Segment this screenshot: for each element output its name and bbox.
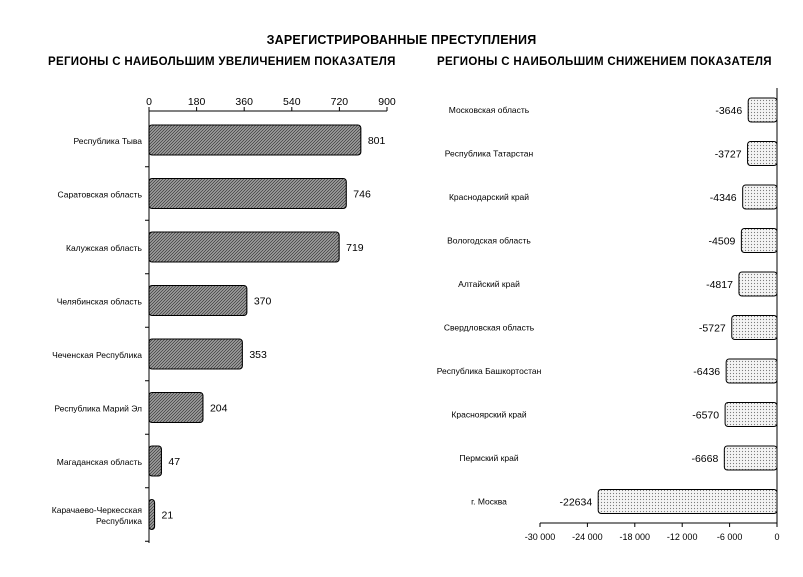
left-bar [149,339,242,369]
right-chart-subtitle: РЕГИОНЫ С НАИБОЛЬШИМ СНИЖЕНИЕМ ПОКАЗАТЕЛЯ [437,56,772,68]
left-x-tick-label: 0 [146,96,152,108]
left-bar [149,232,339,262]
right-category-label: Республика Татарстан [444,148,534,159]
left-x-tick-label: 360 [235,96,253,108]
left-value-label: 370 [253,295,272,308]
left-bar [149,179,346,209]
right-x-tick-label: -18 000 [619,532,651,542]
right-category-label: Краснодарский край [448,192,530,202]
right-value-label: -3646 [715,105,743,117]
left-category-label: Калужская область [66,243,142,253]
left-category-label: Саратовская область [57,189,142,200]
left-chart-subtitle: РЕГИОНЫ С НАИБОЛЬШИМ УВЕЛИЧЕНИЕМ ПОКАЗАТЕЛЯ [48,56,396,68]
right-category-label: Московская область [448,105,530,115]
right-value-label: -3727 [714,148,742,161]
left-value-label: 746 [353,188,371,201]
right-bar [725,403,777,427]
right-category-label: Пермский край [459,453,519,463]
right-category-label: Свердловская область [443,322,535,333]
left-bar [149,500,155,530]
left-value-label: 801 [367,135,386,147]
left-value-label: 47 [168,456,181,468]
right-value-label: -4346 [709,192,737,204]
right-category-label: Алтайский край [458,279,520,289]
chart-title: ЗАРЕГИСТРИРОВАННЫЕ ПРЕСТУПЛЕНИЯ [266,33,537,47]
right-bar [726,359,777,383]
right-value-label: -6668 [691,453,719,465]
right-value-label: -4817 [706,279,733,291]
right-x-tick-label: 0 [774,532,780,542]
right-bar [739,272,777,296]
right-bar [748,98,777,122]
left-x-tick-label: 720 [330,96,349,108]
right-bar [732,316,777,340]
right-value-label: -6570 [692,409,720,422]
left-value-label: 204 [209,402,228,415]
left-x-tick-label: 180 [187,96,206,108]
right-value-label: -6436 [693,366,721,378]
left-bar [149,446,161,476]
right-bar [748,142,777,166]
right-category-label: Республика Башкортостан [436,366,542,376]
right-bar [741,229,777,253]
left-value-label: 353 [249,349,267,361]
left-category-label: Республика Марий Эл [54,403,142,414]
left-x-tick-label: 540 [283,96,301,108]
left-category-label: Магаданская область [56,457,142,467]
right-category-label: г. Москва [471,496,507,507]
right-value-label: -5727 [698,322,726,335]
right-category-label: Вологодская область [447,235,531,246]
right-value-label: -22634 [559,496,593,509]
left-category-label: Карачаево-Черкесская [51,505,142,515]
right-x-tick-label: -6 000 [716,532,743,542]
left-bar [149,393,203,423]
right-x-tick-label: -12 000 [666,532,698,542]
left-x-tick-label: 900 [378,96,396,108]
right-bar [743,185,777,209]
right-value-label: -4509 [708,235,736,248]
right-category-label: Красноярский край [451,409,527,420]
right-x-tick-label: -24 000 [572,532,603,542]
left-value-label: 719 [346,242,364,254]
right-bar [598,490,777,514]
left-bar [149,125,361,155]
left-category-label: Республика Тыва [73,136,142,146]
left-value-label: 21 [161,509,174,522]
right-bar [724,446,777,470]
left-category-label: Республика [95,516,142,526]
left-category-label: Чеченская Республика [52,350,142,360]
left-category-label: Челябинская область [56,296,142,307]
left-bar [149,286,247,316]
right-x-tick-label: -30 000 [524,532,556,542]
